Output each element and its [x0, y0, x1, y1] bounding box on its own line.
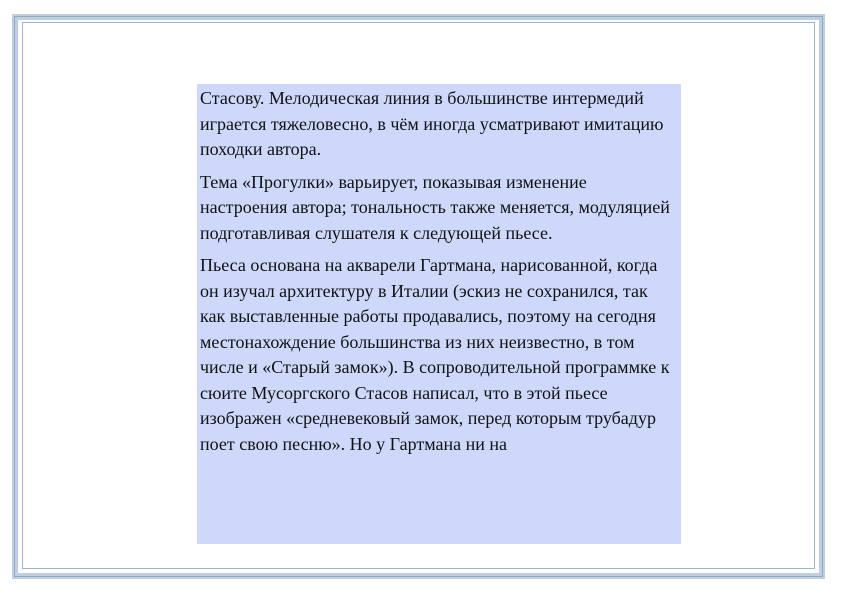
paragraph-3: Пьеса основана на акварели Гартмана, нарисованной, когда он изучал архитектуру в Италии (эскиз не сохранился, так как выставленные работы продавались, поэтому на сегодня местонахождение большинства из них неизвестно, в том числе и «Старый замок»). В сопроводительной программке к сюите Мусоргского Стасов написал, что в этой пьесе изображен «средневековый замок, перед которым трубадур поет свою песню». Но у Гартмана ни на [200, 255, 670, 454]
text-box[interactable] [197, 84, 681, 544]
paragraph-2: Тема «Прогулки» варьирует, показывая изменение настроения автора; тональность также меняется, модуляцией подготавливая слушателя к следующей пьесе. [200, 171, 670, 243]
paragraph-1: Стасову. Мелодическая линия в большинстве интермедий играется тяжеловесно, в чём иногда усматривают имитацию походки автора. [200, 88, 664, 159]
